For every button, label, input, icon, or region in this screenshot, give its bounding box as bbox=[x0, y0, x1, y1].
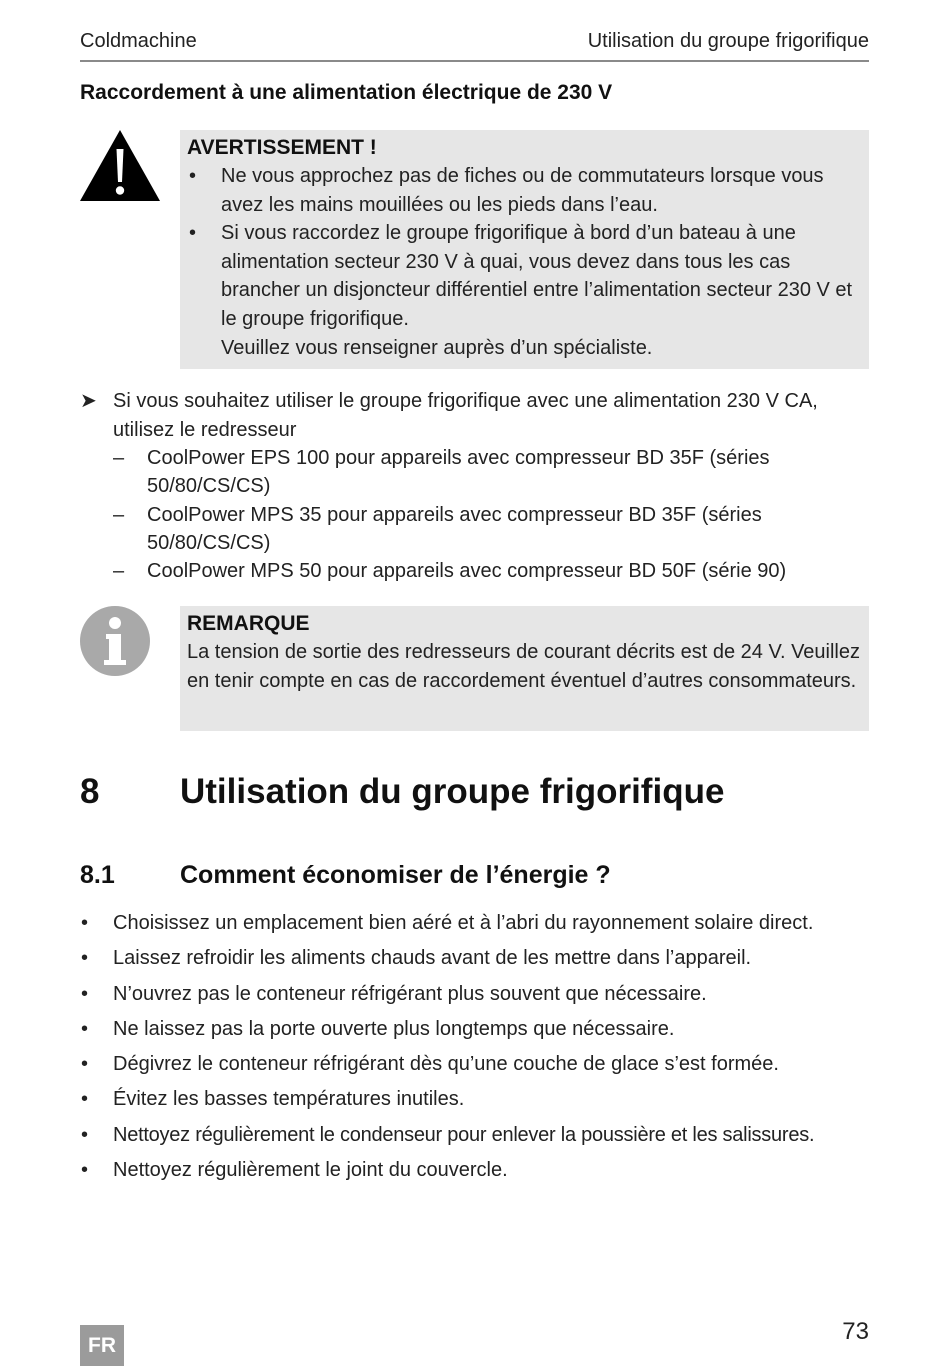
chapter-number: 8 bbox=[80, 772, 100, 811]
warning-bullet: • Ne vous approchez pas de fiches ou de commutateurs lorsque vous avez les mains mouillées ou les pieds dans l’eau. bbox=[189, 165, 824, 216]
rectifier-list bbox=[80, 444, 870, 585]
list-item: – CoolPower EPS 100 pour appareils avec compresseur BD 35F (séries 50/80/CS/CS) bbox=[113, 447, 770, 498]
instruction-step bbox=[80, 387, 870, 585]
running-header-left: Coldmachine bbox=[80, 30, 197, 52]
step-text: Si vous souhaitez utiliser le groupe frigorifique avec une alimentation 230 V CA, utilisez le redresseur bbox=[113, 390, 818, 441]
warning-triangle-icon bbox=[79, 129, 161, 202]
running-header-right: Utilisation du groupe frigorifique bbox=[587, 30, 869, 52]
list-item: • N’ouvrez pas le conteneur réfrigérant plus souvent que nécessaire. bbox=[81, 982, 707, 1005]
warning-bullet: • Si vous raccordez le groupe frigorifique à bord d’un bateau à une alimentation secteur 230 V à quai, vous devez dans tous les cas brancher un disjoncteur différentiel entre l’alimentation secteur 230 V et le groupe frigorifique. bbox=[189, 222, 853, 330]
section-title: Comment économiser de l’énergie ? bbox=[180, 861, 611, 889]
list-item: • Nettoyez régulièrement le condenseur pour enlever la poussière et les salissures. bbox=[81, 1123, 815, 1146]
remark-box bbox=[180, 606, 869, 731]
section-number: 8.1 bbox=[80, 861, 115, 889]
list-item: • Ne laissez pas la porte ouverte plus longtemps que nécessaire. bbox=[81, 1017, 675, 1040]
list-item: – CoolPower MPS 35 pour appareils avec compresseur BD 35F (séries 50/80/CS/CS) bbox=[113, 503, 762, 554]
energy-tips-list bbox=[80, 908, 880, 1190]
list-item: • Nettoyez régulièrement le joint du couvercle. bbox=[81, 1159, 508, 1182]
section-subheading: Raccordement à une alimentation électrique de 230 V bbox=[80, 81, 613, 104]
list-item: • Dégivrez le conteneur réfrigérant dès qu’une couche de glace s’est formée. bbox=[81, 1053, 779, 1076]
list-item: • Choisissez un emplacement bien aéré et à l’abri du rayonnement solaire direct. bbox=[81, 912, 814, 934]
page-number: 73 bbox=[842, 1318, 869, 1345]
remark-text: La tension de sortie des redresseurs de courant décrits est de 24 V. Veuillez en tenir compte en cas de raccordement éventuel d’autres consommateurs. bbox=[187, 641, 860, 692]
language-badge: FR bbox=[80, 1325, 124, 1366]
warning-box bbox=[180, 130, 869, 369]
list-item: • Évitez les basses températures inutiles. bbox=[81, 1088, 465, 1111]
warning-title: AVERTISSEMENT ! bbox=[187, 136, 377, 159]
list-item: – CoolPower MPS 50 pour appareils avec compresseur BD 50F (série 90) bbox=[113, 560, 787, 583]
warning-note: Veuillez vous renseigner auprès d’un spécialiste. bbox=[221, 336, 653, 359]
step-arrow-icon: ➤ bbox=[80, 390, 97, 412]
info-icon bbox=[79, 605, 151, 677]
header-divider bbox=[80, 60, 869, 62]
list-item: • Laissez refroidir les aliments chauds avant de les mettre dans l’appareil. bbox=[81, 947, 752, 970]
chapter-title: Utilisation du groupe frigorifique bbox=[180, 772, 725, 811]
remark-title: REMARQUE bbox=[187, 612, 310, 635]
